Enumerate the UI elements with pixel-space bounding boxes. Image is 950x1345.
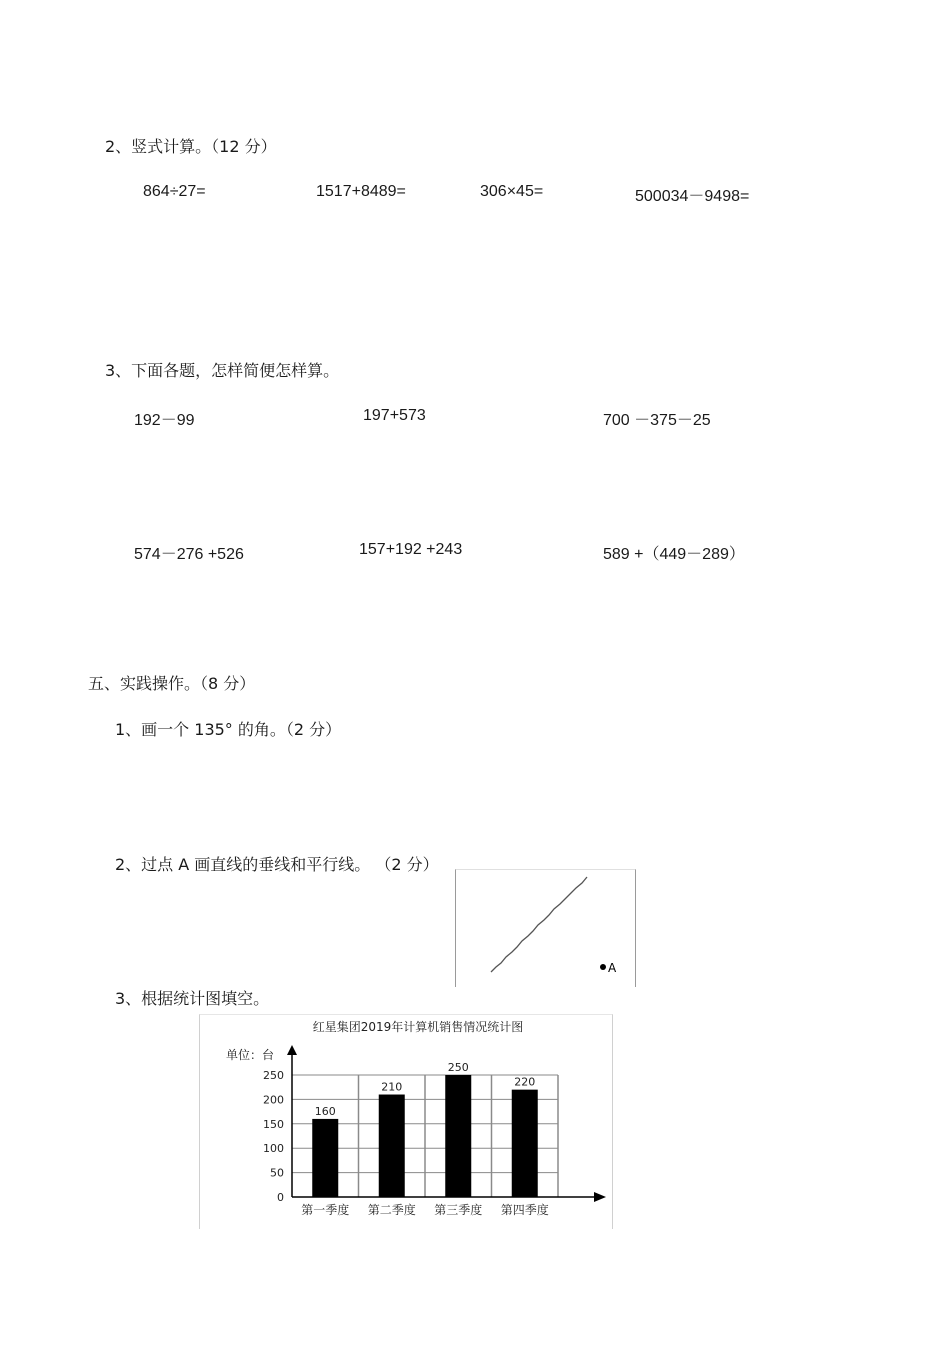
- y-axis-arrow: [287, 1045, 297, 1055]
- given-line: [491, 877, 587, 972]
- bar-chart: [199, 1014, 613, 1229]
- y-tick-label: 250: [263, 1069, 284, 1082]
- calc-item-2: 1517+8489=: [316, 183, 406, 200]
- section5-title: 五、实践操作。（8 分）: [88, 674, 256, 693]
- x-category-label: 第二季度: [367, 1203, 416, 1217]
- calc-item-1: 864÷27=: [143, 183, 206, 200]
- bar-value-label: 210: [381, 1080, 403, 1094]
- simplify-item-1: 192－99: [134, 412, 195, 429]
- line-figure-drawing: [456, 870, 635, 987]
- chart-title: 红星集团2019年计算机销售情况统计图: [312, 1020, 524, 1034]
- y-tick-label: 100: [263, 1142, 284, 1156]
- calc-item-4: 500034－9498=: [635, 188, 750, 205]
- bar: [512, 1090, 538, 1197]
- simplify-item-4: 574－276 +526: [134, 546, 244, 563]
- practice-q3: 3、根据统计图填空。: [115, 989, 270, 1008]
- bar-value-label: 160: [314, 1104, 336, 1118]
- calc-item-3: 306×45=: [480, 183, 544, 200]
- y-tick-label: 200: [263, 1093, 284, 1107]
- x-axis-arrow: [594, 1192, 606, 1202]
- line-figure: [455, 869, 636, 987]
- simplify-item-5: 157+192 +243: [359, 541, 463, 558]
- q3-title: 3、下面各题，怎样简便怎样算。: [105, 361, 340, 380]
- practice-q1: 1、画一个 135° 的角。（2 分）: [115, 720, 342, 739]
- bar-value-label: 250: [447, 1061, 469, 1074]
- bar-value-label: 220: [514, 1075, 536, 1089]
- point-a-dot: [600, 964, 606, 970]
- chart-unit-label: 单位：台: [226, 1048, 275, 1062]
- y-tick-label: 150: [263, 1117, 284, 1131]
- simplify-item-6: 589 +（449－289）: [603, 546, 745, 563]
- x-category-label: 第四季度: [500, 1203, 549, 1217]
- bar: [312, 1119, 338, 1197]
- y-tick-label: 0: [277, 1191, 284, 1204]
- practice-q2: 2、过点 A 画直线的垂线和平行线。 （2 分）: [115, 855, 439, 874]
- x-category-label: 第三季度: [434, 1203, 483, 1217]
- simplify-item-3: 700 －375－25: [603, 412, 711, 429]
- q2-title: 2、竖式计算。（12 分）: [105, 137, 277, 156]
- chart-svg: [200, 1015, 612, 1229]
- x-category-label: 第一季度: [301, 1203, 350, 1217]
- y-tick-label: 50: [270, 1166, 284, 1180]
- bar: [379, 1095, 405, 1197]
- simplify-item-2: 197+573: [363, 407, 426, 424]
- point-a-label: A: [608, 961, 617, 975]
- bar: [445, 1075, 471, 1197]
